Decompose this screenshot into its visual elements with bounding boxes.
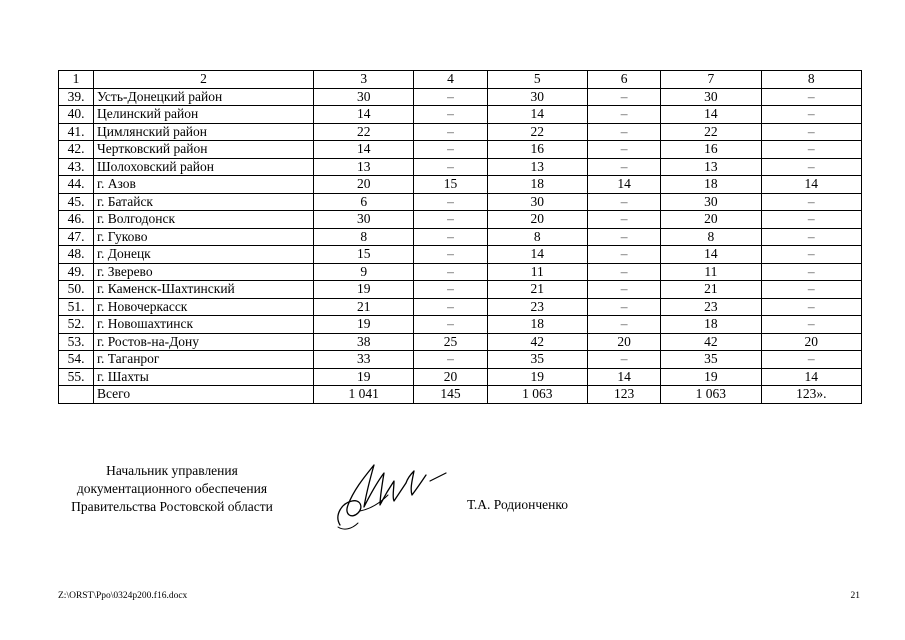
column-number-cell: 4 bbox=[414, 71, 487, 89]
position-line: Начальник управления bbox=[106, 463, 238, 478]
value-cell: – bbox=[761, 281, 861, 299]
value-cell: 123 bbox=[587, 386, 660, 404]
value-cell: – bbox=[587, 351, 660, 369]
value-cell: – bbox=[414, 263, 487, 281]
value-cell: 20 bbox=[314, 176, 414, 194]
row-number-cell: 49. bbox=[59, 263, 94, 281]
value-cell: 30 bbox=[487, 88, 587, 106]
value-cell: – bbox=[414, 158, 487, 176]
value-cell: 145 bbox=[414, 386, 487, 404]
table-body bbox=[59, 71, 862, 404]
value-cell: 14 bbox=[314, 106, 414, 124]
value-cell: 19 bbox=[487, 368, 587, 386]
value-cell: 14 bbox=[587, 176, 660, 194]
table-header-row bbox=[59, 71, 862, 89]
value-cell: – bbox=[761, 263, 861, 281]
table-row bbox=[59, 141, 862, 159]
row-number-cell: 52. bbox=[59, 316, 94, 334]
territory-name-cell: Целинский район bbox=[94, 106, 314, 124]
value-cell: – bbox=[414, 228, 487, 246]
value-cell: 20 bbox=[761, 333, 861, 351]
value-cell: 38 bbox=[314, 333, 414, 351]
value-cell: 9 bbox=[314, 263, 414, 281]
table-row bbox=[59, 88, 862, 106]
position-line: Правительства Ростовской области bbox=[71, 499, 273, 514]
value-cell: 21 bbox=[487, 281, 587, 299]
value-cell: 20 bbox=[587, 333, 660, 351]
value-cell: – bbox=[761, 158, 861, 176]
row-number-cell: 45. bbox=[59, 193, 94, 211]
table-row bbox=[59, 316, 862, 334]
territory-name-cell: г. Таганрог bbox=[94, 351, 314, 369]
value-cell: 33 bbox=[314, 351, 414, 369]
value-cell: – bbox=[587, 298, 660, 316]
territory-name-cell: Чертковский район bbox=[94, 141, 314, 159]
signatory-position bbox=[48, 462, 296, 516]
territory-name-cell: г. Ростов-на-Дону bbox=[94, 333, 314, 351]
table-row bbox=[59, 106, 862, 124]
value-cell: 18 bbox=[661, 176, 761, 194]
value-cell: – bbox=[414, 211, 487, 229]
value-cell: 11 bbox=[487, 263, 587, 281]
value-cell: 13 bbox=[487, 158, 587, 176]
value-cell: 15 bbox=[314, 246, 414, 264]
value-cell: – bbox=[587, 246, 660, 264]
value-cell: – bbox=[587, 316, 660, 334]
territory-name-cell: г. Донецк bbox=[94, 246, 314, 264]
value-cell: – bbox=[414, 123, 487, 141]
row-number-cell: 41. bbox=[59, 123, 94, 141]
territory-name-cell: г. Новочеркасск bbox=[94, 298, 314, 316]
row-number-cell: 46. bbox=[59, 211, 94, 229]
value-cell: – bbox=[587, 228, 660, 246]
table-row bbox=[59, 351, 862, 369]
value-cell: – bbox=[761, 228, 861, 246]
value-cell: 30 bbox=[314, 88, 414, 106]
territory-name-cell: г. Каменск-Шахтинский bbox=[94, 281, 314, 299]
territory-name-cell: г. Новошахтинск bbox=[94, 316, 314, 334]
territory-name-cell: г. Зверево bbox=[94, 263, 314, 281]
value-cell: 14 bbox=[761, 176, 861, 194]
value-cell: 35 bbox=[487, 351, 587, 369]
value-cell: – bbox=[414, 88, 487, 106]
value-cell: – bbox=[414, 298, 487, 316]
value-cell: 30 bbox=[487, 193, 587, 211]
value-cell: – bbox=[761, 106, 861, 124]
territory-name-cell: Цимлянский район bbox=[94, 123, 314, 141]
column-number-cell: 5 bbox=[487, 71, 587, 89]
value-cell: 21 bbox=[661, 281, 761, 299]
column-number-cell: 8 bbox=[761, 71, 861, 89]
table-row bbox=[59, 386, 862, 404]
value-cell: 18 bbox=[487, 316, 587, 334]
table-row bbox=[59, 246, 862, 264]
row-number-cell: 50. bbox=[59, 281, 94, 299]
value-cell: – bbox=[587, 141, 660, 159]
value-cell: 123». bbox=[761, 386, 861, 404]
value-cell: 23 bbox=[661, 298, 761, 316]
column-number-cell: 2 bbox=[94, 71, 314, 89]
value-cell: 1 063 bbox=[661, 386, 761, 404]
value-cell: – bbox=[761, 351, 861, 369]
value-cell: – bbox=[587, 193, 660, 211]
value-cell: – bbox=[587, 88, 660, 106]
territory-name-cell: г. Азов bbox=[94, 176, 314, 194]
value-cell: 11 bbox=[661, 263, 761, 281]
value-cell: 19 bbox=[314, 281, 414, 299]
value-cell: – bbox=[761, 88, 861, 106]
column-number-cell: 1 bbox=[59, 71, 94, 89]
table-row bbox=[59, 298, 862, 316]
value-cell: 23 bbox=[487, 298, 587, 316]
value-cell: 20 bbox=[487, 211, 587, 229]
row-number-cell: 55. bbox=[59, 368, 94, 386]
value-cell: – bbox=[587, 263, 660, 281]
value-cell: 14 bbox=[314, 141, 414, 159]
page-number: 21 bbox=[850, 591, 860, 601]
value-cell: 20 bbox=[661, 211, 761, 229]
value-cell: 18 bbox=[661, 316, 761, 334]
value-cell: 18 bbox=[487, 176, 587, 194]
value-cell: 30 bbox=[314, 211, 414, 229]
value-cell: – bbox=[414, 246, 487, 264]
value-cell: 14 bbox=[761, 368, 861, 386]
value-cell: 19 bbox=[314, 368, 414, 386]
value-cell: 25 bbox=[414, 333, 487, 351]
table-row bbox=[59, 368, 862, 386]
value-cell: – bbox=[414, 141, 487, 159]
value-cell: 8 bbox=[487, 228, 587, 246]
value-cell: 21 bbox=[314, 298, 414, 316]
table-row bbox=[59, 228, 862, 246]
territory-name-cell: г. Батайск bbox=[94, 193, 314, 211]
column-number-cell: 3 bbox=[314, 71, 414, 89]
row-number-cell: 40. bbox=[59, 106, 94, 124]
value-cell: 30 bbox=[661, 193, 761, 211]
value-cell: – bbox=[761, 246, 861, 264]
territory-name-cell: г. Волгодонск bbox=[94, 211, 314, 229]
value-cell: 22 bbox=[661, 123, 761, 141]
column-number-cell: 7 bbox=[661, 71, 761, 89]
value-cell: 16 bbox=[661, 141, 761, 159]
value-cell: 8 bbox=[314, 228, 414, 246]
value-cell: 22 bbox=[487, 123, 587, 141]
row-number-cell: 51. bbox=[59, 298, 94, 316]
table-row bbox=[59, 123, 862, 141]
row-number-cell: 47. bbox=[59, 228, 94, 246]
value-cell: 14 bbox=[487, 246, 587, 264]
value-cell: – bbox=[587, 158, 660, 176]
table-row bbox=[59, 281, 862, 299]
value-cell: 1 063 bbox=[487, 386, 587, 404]
value-cell: – bbox=[414, 106, 487, 124]
row-number-cell: 43. bbox=[59, 158, 94, 176]
value-cell: 42 bbox=[661, 333, 761, 351]
value-cell: – bbox=[414, 281, 487, 299]
value-cell: 15 bbox=[414, 176, 487, 194]
value-cell: 6 bbox=[314, 193, 414, 211]
table-row bbox=[59, 158, 862, 176]
row-number-cell: 44. bbox=[59, 176, 94, 194]
territory-name-cell: г. Шахты bbox=[94, 368, 314, 386]
value-cell: 35 bbox=[661, 351, 761, 369]
row-number-cell bbox=[59, 386, 94, 404]
row-number-cell: 42. bbox=[59, 141, 94, 159]
row-number-cell: 54. bbox=[59, 351, 94, 369]
value-cell: 14 bbox=[661, 246, 761, 264]
value-cell: 13 bbox=[661, 158, 761, 176]
territory-name-cell: Шолоховский район bbox=[94, 158, 314, 176]
row-number-cell: 48. bbox=[59, 246, 94, 264]
row-number-cell: 53. bbox=[59, 333, 94, 351]
value-cell: – bbox=[414, 316, 487, 334]
value-cell: – bbox=[761, 298, 861, 316]
table-row bbox=[59, 333, 862, 351]
row-number-cell: 39. bbox=[59, 88, 94, 106]
table-row bbox=[59, 263, 862, 281]
value-cell: 1 041 bbox=[314, 386, 414, 404]
value-cell: 13 bbox=[314, 158, 414, 176]
value-cell: 14 bbox=[661, 106, 761, 124]
value-cell: 8 bbox=[661, 228, 761, 246]
value-cell: 42 bbox=[487, 333, 587, 351]
table-row bbox=[59, 193, 862, 211]
signatory-name: Т.А. Родионченко bbox=[467, 497, 568, 512]
footer-file-path: Z:\ORST\Ppo\0324p200.f16.docx bbox=[58, 591, 188, 601]
value-cell: – bbox=[587, 211, 660, 229]
value-cell: 19 bbox=[314, 316, 414, 334]
value-cell: 14 bbox=[487, 106, 587, 124]
column-number-cell: 6 bbox=[587, 71, 660, 89]
value-cell: 16 bbox=[487, 141, 587, 159]
value-cell: 30 bbox=[661, 88, 761, 106]
value-cell: – bbox=[587, 123, 660, 141]
territory-name-cell: г. Гуково bbox=[94, 228, 314, 246]
value-cell: – bbox=[761, 211, 861, 229]
value-cell: 14 bbox=[587, 368, 660, 386]
position-line: документационного обеспечения bbox=[76, 481, 268, 496]
value-cell: – bbox=[761, 316, 861, 334]
value-cell: – bbox=[761, 141, 861, 159]
value-cell: – bbox=[587, 106, 660, 124]
value-cell: – bbox=[761, 193, 861, 211]
value-cell: 22 bbox=[314, 123, 414, 141]
table-row bbox=[59, 176, 862, 194]
data-table bbox=[58, 70, 862, 404]
value-cell: – bbox=[587, 281, 660, 299]
table-row bbox=[59, 211, 862, 229]
value-cell: – bbox=[761, 123, 861, 141]
handwritten-signature bbox=[330, 455, 450, 535]
territory-name-cell: Усть-Донецкий район bbox=[94, 88, 314, 106]
value-cell: – bbox=[414, 351, 487, 369]
territory-name-cell: Всего bbox=[94, 386, 314, 404]
value-cell: – bbox=[414, 193, 487, 211]
value-cell: 20 bbox=[414, 368, 487, 386]
value-cell: 19 bbox=[661, 368, 761, 386]
